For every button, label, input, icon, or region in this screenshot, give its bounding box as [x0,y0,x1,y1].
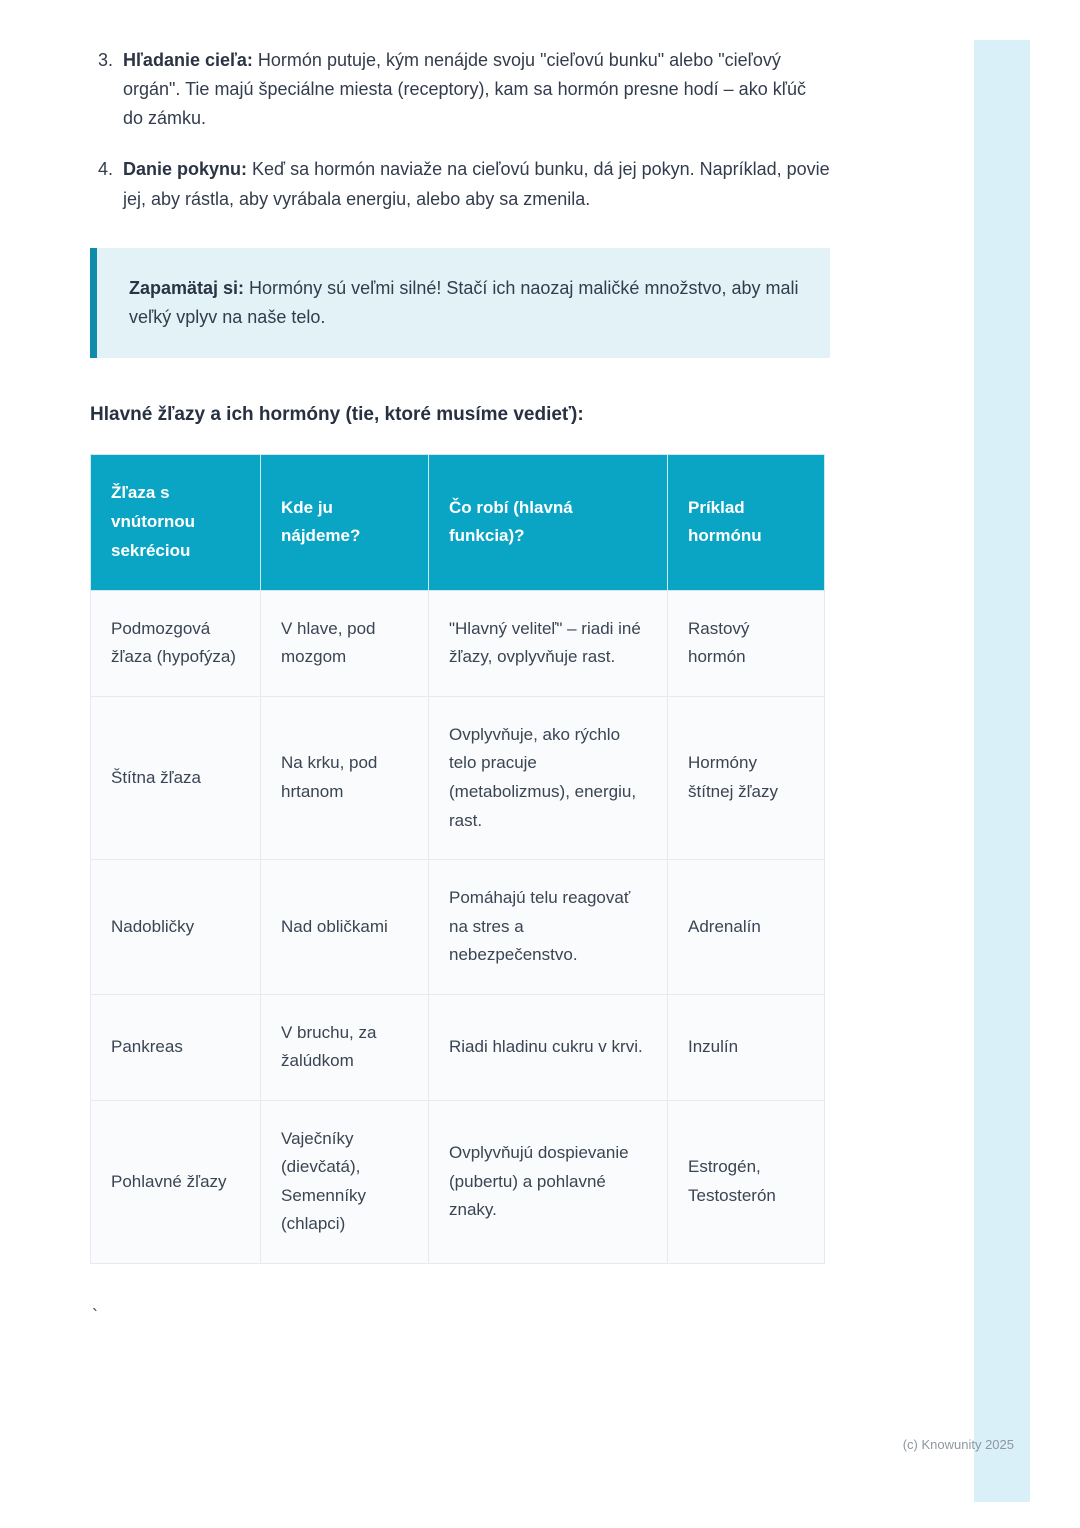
header-cell-hormone: Príklad hormónu [668,455,825,591]
cell-gland: Podmozgová žľaza (hypofýza) [91,590,261,696]
cell-hormone: Inzulín [668,994,825,1100]
cell-function: Ovplyvňujú dospievanie (pubertu) a pohlavné znaky. [429,1100,668,1263]
list-item-number: 4. [98,159,114,180]
section-heading: Hlavné žľazy a ich hormóny (tie, ktoré musíme vedieť): [90,404,584,426]
cell-location: V bruchu, za žalúdkom [261,994,429,1100]
cell-function: "Hlavný veliteľ" – riadi iné žľazy, ovplyvňuje rast. [429,590,668,696]
list-item-body-text: Hormón putuje, kým nenájde svoju "cieľovú bunku" alebo "cieľový orgán". Tie majú špeciálne miesta (receptory), kam sa hormón presne hodí – ako kľúč do zámku. [123,50,806,129]
numbered-list [90,46,830,214]
header-cell-gland: Žľaza s vnútornou sekréciou [91,455,261,591]
cell-gland: Pankreas [91,994,261,1100]
list-item-body-text: Keď sa hormón naviaže na cieľovú bunku, dá jej pokyn. Napríklad, povie jej, aby rástla, aby vyrábala energiu, alebo aby sa zmenila. [123,159,830,209]
cell-gland: Štítna žľaza [91,696,261,859]
glands-table [90,454,825,1264]
table-header-row [91,455,825,591]
cell-location: Nad obličkami [261,860,429,995]
cell-gland: Nadobličky [91,860,261,995]
list-item-lead: Hľadanie cieľa: [123,50,253,70]
cell-function: Ovplyvňuje, ako rýchlo telo pracuje (metabolizmus), energiu, rast. [429,696,668,859]
footer-copyright: (c) Knowunity 2025 [902,1437,1014,1452]
remember-callout [90,248,830,358]
list-item-3 [98,46,830,133]
header-cell-function: Čo robí (hlavná funkcia)? [429,455,668,591]
cell-location: Vaječníky (dievčatá), Semenníky (chlapci) [261,1100,429,1263]
table-row [91,860,825,995]
cell-hormone: Hormóny štítnej žľazy [668,696,825,859]
header-cell-location: Kde ju nájdeme? [261,455,429,591]
callout-lead: Zapamätaj si: [129,277,245,298]
content [90,46,830,1327]
cell-hormone: Adrenalín [668,860,825,995]
table-body [91,590,825,1263]
cell-gland: Pohlavné žľazy [91,1100,261,1263]
cell-hormone: Rastový hormón [668,590,825,696]
table-row [91,590,825,696]
cell-function: Pomáhajú telu reagovať na stres a nebezpečenstvo. [429,860,668,995]
right-margin-strip [974,40,1030,1502]
table-header [91,455,825,591]
list-item-text [123,46,830,133]
table-row [91,1100,825,1263]
cell-location: V hlave, pod mozgom [261,590,429,696]
list-item-number: 3. [98,50,114,70]
table-row [91,994,825,1100]
stray-backtick: ` [92,1305,98,1326]
table-row [91,696,825,859]
list-item-text [123,155,830,213]
list-item-lead: Danie pokynu: [123,159,248,180]
cell-location: Na krku, pod hrtanom [261,696,429,859]
cell-function: Riadi hladinu cukru v krvi. [429,994,668,1100]
list-item-4 [98,155,830,213]
callout-text: Hormóny sú veľmi silné! Stačí ich naozaj maličké množstvo, aby mali veľký vplyv na naše telo. [129,277,799,327]
cell-hormone: Estrogén, Testosterón [668,1100,825,1263]
